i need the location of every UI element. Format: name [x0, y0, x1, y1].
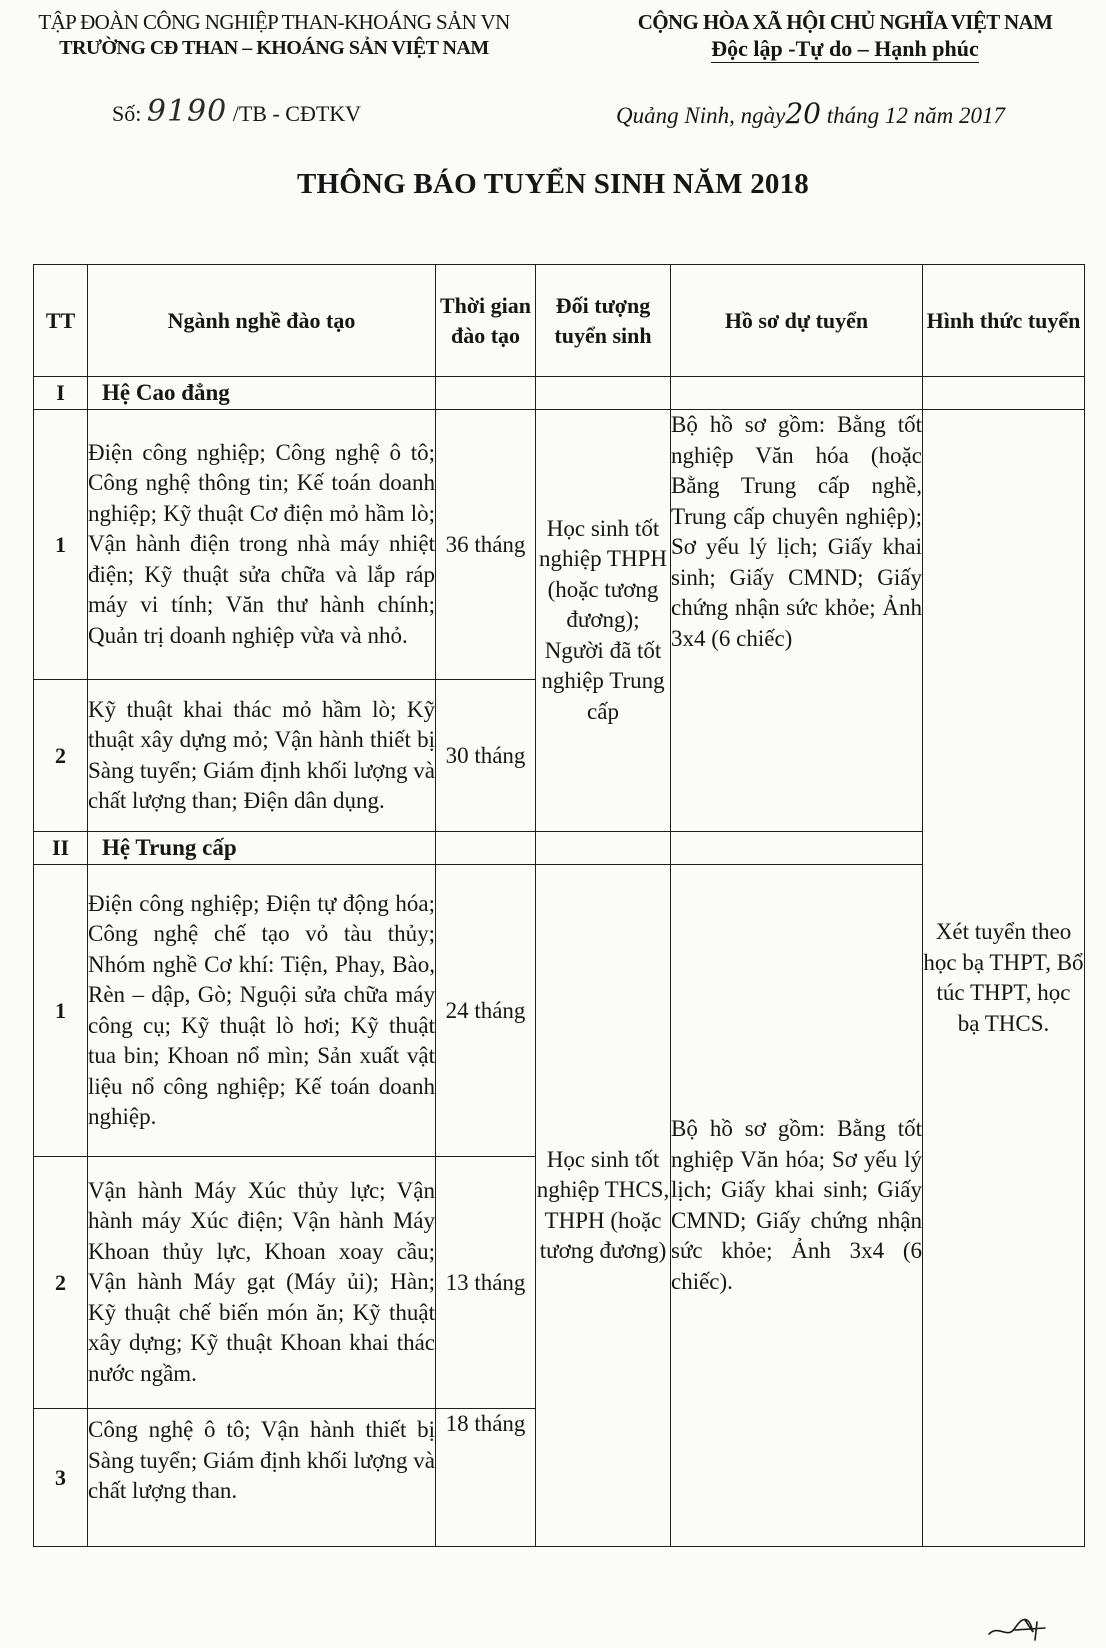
document-number	[112, 94, 361, 129]
row-major: Vận hành Máy Xúc thủy lực; Vận hành máy Xúc điện; Vận hành Máy Khoan thủy lực, Khoan xoay cầu; Vận hành Máy gạt (Máy ủi); Hàn; Kỹ thuật chế biến món ăn; Kỹ thuật xây dựng; Kỹ thuật Khoan khai thác nước ngầm.	[88, 1157, 436, 1409]
section-docs: Bộ hồ sơ gồm: Bằng tốt nghiệp Văn hóa (hoặc Bằng Trung cấp nghề, Trung cấp chuyên nghiệp); Sơ yếu lý lịch; Giấy khai sinh; Giấy CMND; Giấy chứng nhận sức khỏe; Ảnh 3x4 (6 chiếc)	[671, 410, 923, 832]
place-prefix: Quảng Ninh, ngày	[616, 103, 786, 128]
place-suffix: tháng 12 năm 2017	[826, 103, 1005, 128]
section-name: Hệ Trung cấp	[88, 832, 436, 865]
document-title: THÔNG BÁO TUYỂN SINH NĂM 2018	[296, 168, 809, 200]
header-tt: TT	[34, 265, 88, 377]
nation-name: CỘNG HÒA XÃ HỘI CHỦ NGHĨA VIỆT NAM	[637, 10, 1053, 34]
issuer-block	[14, 8, 534, 60]
initials-mark	[985, 1610, 1055, 1646]
doc-no-suffix: /TB - CĐTKV	[232, 101, 362, 126]
row-no: 1	[34, 410, 88, 680]
section-target: Học sinh tốt nghiệp THCS, THPH (hoặc tương đương)	[536, 865, 671, 1547]
section-name: Hệ Cao đẳng	[88, 377, 436, 410]
row-duration: 36 tháng	[436, 410, 536, 680]
section-no: I	[34, 377, 88, 410]
row-duration: 18 tháng	[436, 1409, 536, 1547]
row-duration: 24 tháng	[436, 865, 536, 1157]
row-major: Điện công nghiệp; Điện tự động hóa; Công nghệ chế tạo vỏ tàu thủy; Nhóm nghề Cơ khí: Tiện, Phay, Bào, Rèn – dập, Gò; Nguội sửa chữa máy công cụ; Kỹ thuật lò hơi; Kỹ thuật tua bin; Khoan nổ mìn; Sản xuất vật liệu nổ công nghiệp; Kế toán doanh nghiệp.	[88, 865, 436, 1157]
section-docs: Bộ hồ sơ gồm: Bằng tốt nghiệp Văn hóa; Sơ yếu lý lịch; Giấy khai sinh; Giấy CMND; Giấy chứng nhận sức khỏe; Ảnh 3x4 (6 chiếc).	[671, 865, 923, 1547]
issuer-school: TRƯỜNG CĐ THAN – KHOÁNG SẢN VIỆT NAM	[59, 37, 489, 59]
row-major: Điện công nghiệp; Công nghệ ô tô; Công nghệ thông tin; Kế toán doanh nghiệp; Kỹ thuật Cơ điện mỏ hầm lò; Vận hành điện trong nhà máy nhiệt điện; Kỹ thuật sửa chữa và lắp ráp máy vi tính; Văn thư hành chính; Quản trị doanh nghiệp vừa và nhỏ.	[88, 410, 436, 680]
row-no: 3	[34, 1409, 88, 1547]
national-motto: Độc lập -Tự do – Hạnh phúc	[711, 36, 979, 61]
row-major: Kỹ thuật khai thác mỏ hầm lò; Kỹ thuật xây dựng mỏ; Vận hành thiết bị Sàng tuyển; Giám định khối lượng và chất lượng than; Điện dân dụng.	[88, 680, 436, 832]
table-header-row	[34, 265, 1085, 377]
table-row	[34, 410, 1085, 680]
row-no: 2	[34, 680, 88, 832]
header-duration: Thời gian đào tạo	[436, 265, 536, 377]
header-form: Hình thức tuyển	[923, 265, 1085, 377]
doc-no-label: Số:	[112, 101, 142, 126]
admission-form: Xét tuyển theo học bạ THPT, Bổ túc THPT, học bạ THCS.	[923, 410, 1085, 1547]
place-date	[616, 97, 1005, 130]
header-docs: Hồ sơ dự tuyển	[671, 265, 923, 377]
national-block	[600, 8, 1090, 62]
issuer-org: TẬP ĐOÀN CÔNG NGHIỆP THAN-KHOÁNG SẢN VN	[38, 10, 510, 34]
section-target: Học sinh tốt nghiệp THPH (hoặc tương đương); Người đã tốt nghiệp Trung cấp	[536, 410, 671, 832]
row-duration: 13 tháng	[436, 1157, 536, 1409]
header-major: Ngành nghề đào tạo	[88, 265, 436, 377]
admission-table	[33, 264, 1085, 1547]
row-no: 1	[34, 865, 88, 1157]
doc-no-handwritten: 9190	[146, 94, 228, 129]
row-duration: 30 tháng	[436, 680, 536, 832]
row-no: 2	[34, 1157, 88, 1409]
place-day-handwritten: 20	[785, 97, 821, 130]
section-row-college	[34, 377, 1085, 410]
section-no: II	[34, 832, 88, 865]
header-target: Đối tượng tuyển sinh	[536, 265, 671, 377]
row-major: Công nghệ ô tô; Vận hành thiết bị Sàng tuyển; Giám định khối lượng và chất lượng than.	[88, 1409, 436, 1547]
